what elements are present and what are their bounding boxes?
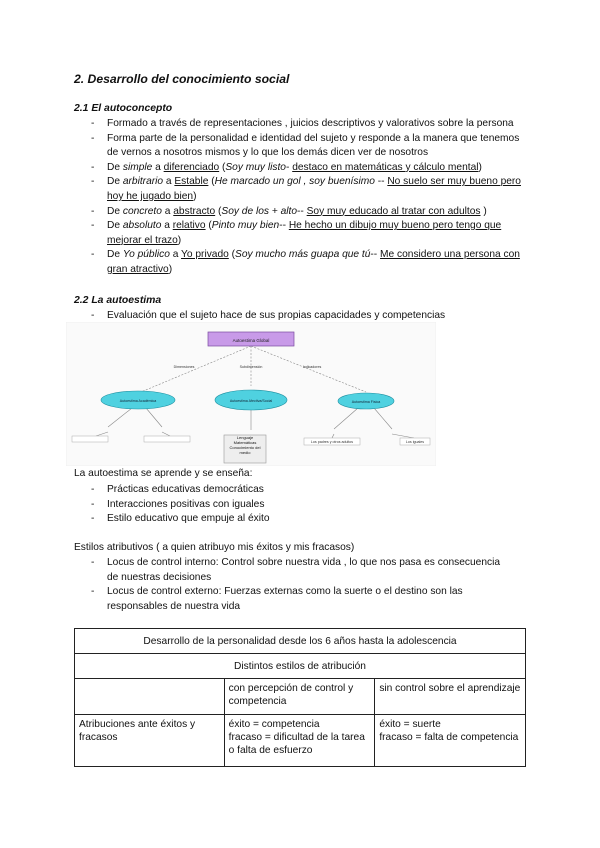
- table-col-header: sin control sobre el aprendizaje: [375, 679, 526, 715]
- section-heading-autoconcepto: 2.1 El autoconcepto: [74, 103, 173, 114]
- table-col-header: con percepción de control y competencia: [224, 679, 375, 715]
- table-row: [75, 679, 526, 715]
- table-cell: éxito = suerte fracaso = falta de competencia: [375, 715, 526, 767]
- leaf-box: [72, 436, 108, 442]
- table-header: Desarrollo de la personalidad desde los 6 años hasta la adolescencia: [75, 629, 526, 654]
- autoconcepto-list: [91, 117, 523, 278]
- list-item: - De concreto a abstracto (Soy de los + alto-- Soy muy educado al tratar con adultos ): [91, 205, 523, 220]
- leaf-box: [144, 436, 190, 442]
- branch-label: Indicadores: [302, 365, 322, 369]
- table-row: [75, 715, 526, 767]
- node-label: Autoestima Física: [351, 400, 381, 404]
- list-item: - De Yo público a Yo privado (Soy mucho más guapa que tú-- Me considero una persona con gran atractivo): [91, 248, 523, 277]
- table-cell-empty: [75, 679, 225, 715]
- table-subheader: Distintos estilos de atribución: [75, 654, 526, 679]
- list-item: - De absoluto a relativo (Pinto muy bien-- He hecho un dibujo muy bueno pero tengo que mejorar el trazo): [91, 219, 523, 248]
- top-node-label: Autoestima Global: [232, 338, 270, 343]
- list-item: - Evaluación que el sujeto hace de sus propias capacidades y competencias: [91, 309, 523, 324]
- branch-label: Subdimensión: [239, 365, 263, 369]
- autoestima-diagram: [66, 322, 436, 466]
- leaf-label: Los iguales: [405, 440, 425, 444]
- list-item: - Estilo educativo que empuje al éxito: [91, 512, 523, 527]
- node-label: Autoestima Académica: [119, 399, 157, 403]
- table-row: [75, 629, 526, 654]
- page-title: 2. Desarrollo del conocimiento social: [74, 72, 290, 86]
- leaf-label-subjects: Lenguaje Matemáticas Conocimiento del medio: [229, 435, 261, 455]
- table-row: [75, 654, 526, 679]
- list-item: - De simple a diferenciado (Soy muy listo- destaco en matemáticas y cálculo mental): [91, 161, 523, 176]
- branch-label: Dimensiones: [173, 365, 195, 369]
- list-item: - Prácticas educativas democráticas: [91, 483, 523, 498]
- autoestima-learn-intro: La autoestima se aprende y se enseña:: [74, 468, 253, 479]
- list-item: - Forma parte de la personalidad e identidad del sujeto y responde a la manera que tenemos de vernos a nosotros mismos y lo que los demás dicen ver de nosotros: [91, 132, 523, 161]
- styles-intro: Estilos atributivos ( a quien atribuyo mis éxitos y mis fracasos): [74, 542, 355, 553]
- leaf-label: Los padres y otros adultos: [310, 440, 354, 444]
- list-item: - Locus de control interno: Control sobre nuestra vida , lo que nos pasa es consecuencia de nuestras decisiones: [91, 556, 511, 585]
- learn-list: [91, 483, 523, 527]
- list-item: - De arbitrario a Estable (He marcado un gol , soy buenísimo -- No suelo ser muy bueno pero hoy he jugado bien): [91, 175, 523, 204]
- list-item: - Locus de control externo: Fuerzas externas como la suerte o el destino son las responsables de nuestra vida: [91, 585, 511, 614]
- node-label: Autoestima Afectiva/Social: [229, 399, 273, 403]
- list-item: - Formado a través de representaciones , juicios descriptivos y valorativos sobre la persona: [91, 117, 523, 132]
- attribution-table: [74, 628, 526, 767]
- table-row-label: Atribuciones ante éxitos y fracasos: [75, 715, 225, 767]
- table-cell: éxito = competencia fracaso = dificultad de la tarea o falta de esfuerzo: [224, 715, 375, 767]
- list-item: - Interacciones positivas con iguales: [91, 498, 523, 513]
- styles-list: [91, 556, 511, 614]
- section-heading-autoestima: 2.2 La autoestima: [74, 295, 162, 306]
